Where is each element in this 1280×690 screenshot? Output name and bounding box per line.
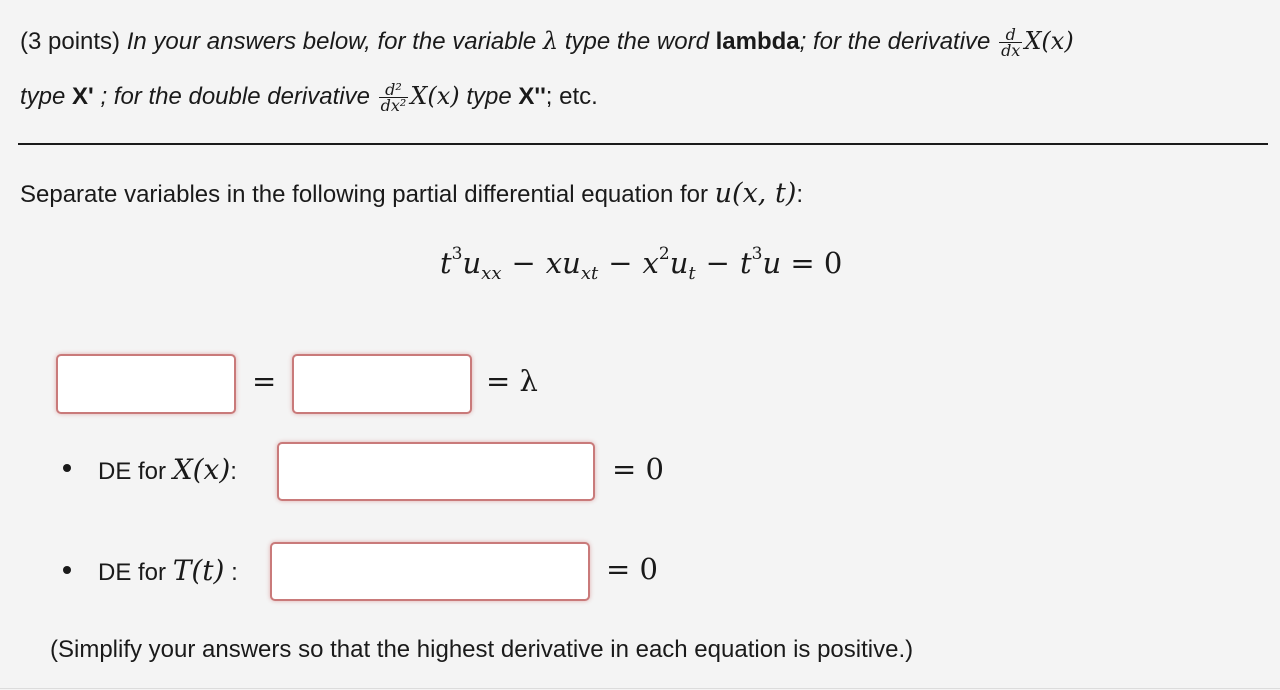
derivative-fraction: [999, 25, 1022, 61]
de-t-input[interactable]: [272, 544, 588, 599]
eq-t3-sup: 2: [658, 244, 670, 264]
instr-text-3: ; for the derivative: [799, 28, 991, 55]
frac2-den: dx²: [380, 96, 407, 116]
simplify-note: (Simplify your answers so that the highest derivative in each equation is positive.): [50, 636, 914, 663]
bullet-de-t: [63, 566, 71, 574]
lambda-word: lambda: [715, 28, 800, 55]
func2: X(x): [410, 82, 460, 110]
separation-right-input[interactable]: [294, 356, 470, 412]
eq-t3-sub: t: [688, 263, 696, 284]
intro-colon: :: [796, 181, 804, 208]
eq-op2: −: [608, 246, 633, 280]
instructions: [20, 14, 1270, 124]
eq-t3-u: u: [669, 246, 689, 280]
de-t-box[interactable]: [270, 542, 590, 601]
lambda-symbol: λ: [542, 27, 559, 55]
eq-t4-sup: 3: [751, 244, 763, 264]
instr-text-7: ; etc.: [545, 83, 598, 110]
eq-t3: x: [642, 246, 659, 280]
de-t-label: [98, 554, 238, 587]
double-derivative-fraction: [379, 80, 409, 116]
frac2-num: d²: [379, 82, 409, 98]
eq-op1: −: [511, 246, 536, 280]
bullet-de-x: [63, 464, 71, 472]
separation-right-box[interactable]: [292, 354, 472, 414]
de-x-label: [98, 453, 237, 486]
eq-t4: t: [739, 246, 752, 280]
eq-t1-u: u: [462, 246, 482, 280]
frac1-den: dx: [1001, 41, 1021, 61]
de-x-box[interactable]: [277, 442, 595, 501]
eq-t1-sup: 3: [451, 244, 463, 264]
separation-lambda-equals: = λ: [486, 364, 538, 398]
eq-t2: xu: [545, 246, 581, 280]
de-x-colon: :: [230, 458, 237, 485]
de-x-equals: = 0: [612, 452, 664, 486]
xprime: X': [72, 83, 94, 110]
de-x-label-text: DE for: [98, 458, 167, 485]
de-t-func: T(t): [172, 554, 225, 587]
instr-text-2: type the word: [564, 28, 709, 55]
separation-left-input[interactable]: [58, 356, 234, 412]
eq-t2-sub: xt: [580, 263, 599, 284]
de-t-colon: :: [224, 559, 238, 586]
intro-text: Separate variables in the following partial differential equation for: [20, 181, 708, 208]
points-label: (3 points): [20, 28, 121, 55]
divider: [18, 143, 1268, 145]
instr-text-1: In your answers below, for the variable: [126, 28, 537, 55]
pde-equation: [440, 244, 842, 284]
de-x-func: X(x): [172, 453, 231, 486]
separation-left-box[interactable]: [56, 354, 236, 414]
de-t-equals: = 0: [606, 552, 658, 586]
func1: X(x): [1024, 27, 1074, 55]
eq-equals: = 0: [790, 246, 843, 280]
de-x-input[interactable]: [279, 444, 593, 499]
eq-t4-u: u: [762, 246, 782, 280]
eq-op3: −: [705, 246, 730, 280]
eq-t1: t: [440, 246, 452, 280]
problem-intro: [20, 178, 803, 209]
separation-middle-equals: =: [252, 364, 277, 398]
xdoubleprime: X'': [518, 83, 546, 110]
de-t-label-text: DE for: [98, 559, 167, 586]
eq-t1-sub: xx: [481, 263, 502, 284]
frac1-num: d: [999, 27, 1022, 43]
intro-func: u(x, t): [714, 178, 797, 209]
instr-text-5: ; for the double derivative: [100, 83, 370, 110]
instr-text-4: type: [20, 83, 66, 110]
instr-text-6: type: [466, 83, 512, 110]
